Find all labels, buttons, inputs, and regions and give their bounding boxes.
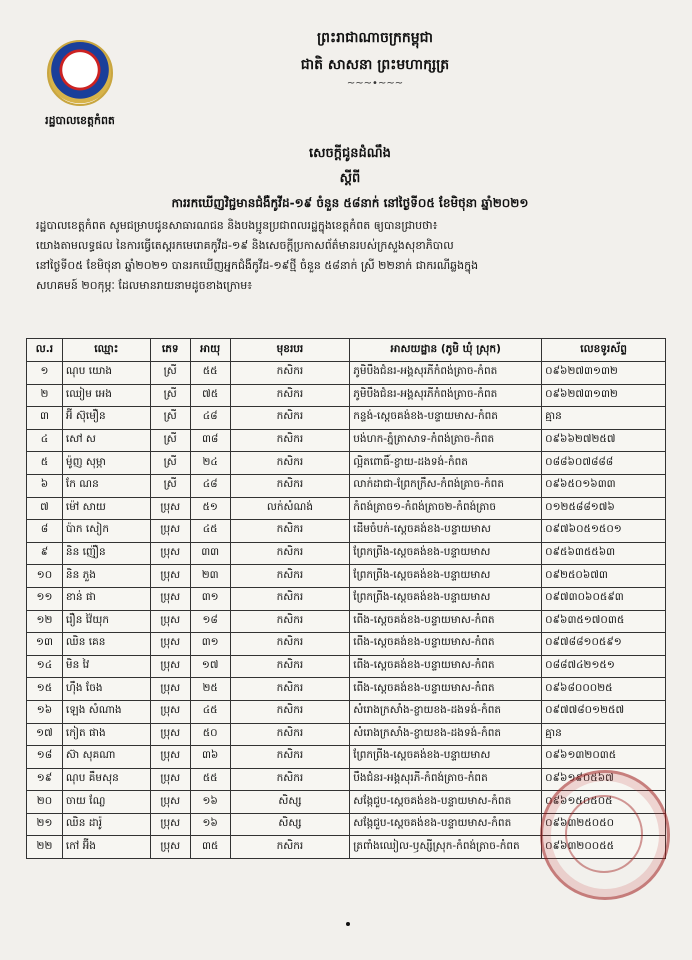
address-cell: ពើង-ស្ដេចគង់ខង-បន្ទាយមាស-កំពត: [350, 655, 542, 678]
age-cell: ១៧: [190, 655, 230, 678]
paragraph-line: យោងតាមលទ្ធផល នៃការធ្វើតេស្តរកមេរោគកូវីដ-១៩ និងសេចក្តីប្រកាសព័ត៌មានរបស់ក្រសួងសុខាភិបាល: [36, 239, 454, 252]
table-row: [27, 678, 666, 701]
row-number-cell: ១៤: [27, 655, 63, 678]
patient-name-cell: កៀត ផាង: [62, 723, 150, 746]
patient-name-cell: ឈៀម អេង: [62, 384, 150, 407]
sex-cell: ស្រី: [150, 362, 190, 385]
sex-cell: ប្រុស: [150, 587, 190, 610]
patient-name-cell: ណុប យោង: [62, 362, 150, 385]
sex-cell: ប្រុស: [150, 791, 190, 814]
patient-name-cell: សៅ ស: [62, 429, 150, 452]
table-row: [27, 565, 666, 588]
address-cell: សំរោងក្រសាំង-ខ្ចាយខង-ដងទង់-កំពត: [350, 723, 542, 746]
sex-cell: ប្រុស: [150, 610, 190, 633]
document-subject: ការរកឃើញវិជ្ជមានជំងឺកូវីដ-១៩ ចំនួន ៥៨នាក់ នៅថ្ងៃទី០៥ ខែមិថុនា ឆ្នាំ២០២១: [171, 196, 529, 210]
phone-number-cell: ០៩៦១៩០៥៦៧: [542, 768, 666, 791]
table-row: [27, 746, 666, 769]
age-cell: ១៦: [190, 813, 230, 836]
provincial-emblem-icon: [47, 40, 113, 106]
patient-name-cell: ចាយ ណែ្ល: [62, 791, 150, 814]
age-cell: ៥០: [190, 723, 230, 746]
address-cell: បង់ហក-ភ្នំត្រាសាទ-កំពង់ត្រាច-កំពត: [350, 429, 542, 452]
sex-cell: ប្រុស: [150, 565, 190, 588]
table-row: [27, 407, 666, 430]
patient-name-cell: ប៉ាក សៀក: [62, 520, 150, 543]
table-row: [27, 633, 666, 656]
paragraph-line: រដ្ឋបាលខេត្តកំពត សូមជម្រាបជូនសាធារណជន និងបងប្អូនប្រជាពលរដ្ឋក្នុងខេត្តកំពត ឲ្យបានជ្រាបថា៖: [36, 219, 438, 232]
age-cell: ២៣: [190, 565, 230, 588]
occupation-cell: កសិករ: [230, 723, 350, 746]
address-cell: សំរោងក្រសាំង-ខ្ចាយខង-ដងទង់-កំពត: [350, 700, 542, 723]
address-cell: ល្អិតពោធិ៍-ខ្ចាយ-ដងទង់-កំពត: [350, 452, 542, 475]
phone-number-cell: ០៩៦៨០០០២៥: [542, 678, 666, 701]
sex-cell: ប្រុស: [150, 497, 190, 520]
table-row: [27, 362, 666, 385]
occupation-cell: កសិករ: [230, 655, 350, 678]
table-row: [27, 474, 666, 497]
seal-inner-ring: [565, 795, 643, 873]
page-marker: [346, 922, 350, 926]
sex-cell: ស្រី: [150, 429, 190, 452]
row-number-cell: ១: [27, 362, 63, 385]
motto-line: ជាតិ សាសនា ព្រះមហាក្សត្រ: [300, 57, 450, 73]
patient-name-cell: អ៊ី ស៊ុមឿន: [62, 407, 150, 430]
column-header: អាសយដ្ឋាន (ភូមិ ឃុំ ស្រុក): [350, 339, 542, 362]
address-cell: ភូមិបឹងជំនរ-អង្គសុរភីកំពង់ត្រាច-កំពត: [350, 362, 542, 385]
age-cell: ១៨: [190, 610, 230, 633]
address-cell: ពើង-ស្ដេចគង់ខង-បន្ទាយមាស-កំពត: [350, 610, 542, 633]
phone-number-cell: គ្មាន: [542, 407, 666, 430]
occupation-cell: កសិករ: [230, 565, 350, 588]
phone-number-cell: ០៩៦១៣២០៣៥: [542, 746, 666, 769]
row-number-cell: ២២: [27, 836, 63, 859]
age-cell: ៣១: [190, 587, 230, 610]
row-number-cell: ១០: [27, 565, 63, 588]
sex-cell: ប្រុស: [150, 678, 190, 701]
document-type: សេចក្តីជូនដំណឹង: [309, 146, 391, 161]
table-row: [27, 610, 666, 633]
occupation-cell: កសិករ: [230, 678, 350, 701]
national-motto: [240, 28, 510, 89]
table-row: [27, 497, 666, 520]
row-number-cell: ១៦: [27, 700, 63, 723]
address-cell: ព្រែកព្រីង-ស្ដេចគង់ខង-បន្ទាយមាស: [350, 746, 542, 769]
age-cell: ៤៥: [190, 520, 230, 543]
phone-number-cell: ០៨៨៧៤២១៥១: [542, 655, 666, 678]
age-cell: ៣៦: [190, 746, 230, 769]
table-row: [27, 723, 666, 746]
patient-name-cell: ឡេង សំណាង: [62, 700, 150, 723]
occupation-cell: កសិករ: [230, 520, 350, 543]
age-cell: ២៥: [190, 678, 230, 701]
sex-cell: ស្រី: [150, 384, 190, 407]
sex-cell: ប្រុស: [150, 836, 190, 859]
address-cell: ព្រែកព្រីង-ស្ដេចគង់ខង-បន្ទាយមាស: [350, 587, 542, 610]
address-cell: សង្កែជួប-ស្ដេចគង់ខង-បន្ទាយមាស-កំពត: [350, 791, 542, 814]
age-cell: ៤៨: [190, 407, 230, 430]
address-cell: ព្រែកព្រីង-ស្ដេចគង់ខង-បន្ទាយមាស: [350, 565, 542, 588]
occupation-cell: សិស្ស: [230, 791, 350, 814]
row-number-cell: ៥: [27, 452, 63, 475]
phone-number-cell: ០៩៥៦៣៥៥៦៣: [542, 542, 666, 565]
phone-number-cell: ០៩២៥០៦៧៣: [542, 565, 666, 588]
patient-name-cell: មិន វៃ: [62, 655, 150, 678]
table-row: [27, 429, 666, 452]
occupation-cell: កសិករ: [230, 768, 350, 791]
column-header: ភេទ: [150, 339, 190, 362]
phone-number-cell: ០៩៧៣០៦០៥៩៣: [542, 587, 666, 610]
phone-number-cell: ០១២៥៨៨១៧៦: [542, 497, 666, 520]
address-cell: ដើមចំបក់-ស្ដេចគង់ខង-បន្ទាយមាស: [350, 520, 542, 543]
row-number-cell: ២: [27, 384, 63, 407]
sex-cell: ប្រុស: [150, 633, 190, 656]
table-row: [27, 452, 666, 475]
patient-name-cell: ម៉ៅ សាយ: [62, 497, 150, 520]
occupation-cell: កសិករ: [230, 474, 350, 497]
occupation-cell: កសិករ: [230, 362, 350, 385]
row-number-cell: ១៩: [27, 768, 63, 791]
official-seal-stamp: [540, 770, 670, 900]
sex-cell: ស្រី: [150, 474, 190, 497]
column-header: អាយុ: [190, 339, 230, 362]
age-cell: ៤៨: [190, 474, 230, 497]
phone-number-cell: ០៩៧៧៨០១២៥៧: [542, 700, 666, 723]
phone-number-cell: ០៩៦៣២៥០៥០: [542, 813, 666, 836]
sex-cell: ប្រុស: [150, 520, 190, 543]
occupation-cell: កសិករ: [230, 452, 350, 475]
patient-name-cell: ម៉ូញ សុម្ភា: [62, 452, 150, 475]
paragraph-line: សហគមន៍ ២០កុម្ភៈ ដែលមានរាយនាមដូចខាងក្រោម៖: [36, 279, 253, 292]
patient-name-cell: និន ញ៉ឿន: [62, 542, 150, 565]
address-cell: កន្ទង់-ស្ដេចគង់ខង-បន្ទាយមាស-កំពត: [350, 407, 542, 430]
age-cell: ៣៨: [190, 429, 230, 452]
sex-cell: ប្រុស: [150, 768, 190, 791]
table-row: [27, 384, 666, 407]
patient-name-cell: ស៊ា សុគណា: [62, 746, 150, 769]
sex-cell: ប្រុស: [150, 813, 190, 836]
patient-name-cell: ហ៊ឹង ចែង: [62, 678, 150, 701]
ornament: ~~~•~~~: [346, 78, 404, 89]
row-number-cell: ១៣: [27, 633, 63, 656]
row-number-cell: ៧: [27, 497, 63, 520]
age-cell: ២៤: [190, 452, 230, 475]
column-header: ឈ្មោះ: [62, 339, 150, 362]
age-cell: ១៦: [190, 791, 230, 814]
patient-name-cell: រឿន វ៉ៃយុក: [62, 610, 150, 633]
patient-name-cell: ខាន់ ផា: [62, 587, 150, 610]
patient-name-cell: ឈិន ដារ៉ូ: [62, 813, 150, 836]
address-cell: ពើង-ស្ដេចគង់ខង-បន្ទាយមាស-កំពត: [350, 633, 542, 656]
age-cell: ៥១: [190, 497, 230, 520]
row-number-cell: ១៨: [27, 746, 63, 769]
row-number-cell: ៣: [27, 407, 63, 430]
row-number-cell: ១៥: [27, 678, 63, 701]
phone-number-cell: ០៩៦២៧៣១៣២: [542, 384, 666, 407]
occupation-cell: កសិករ: [230, 587, 350, 610]
sex-cell: ប្រុស: [150, 700, 190, 723]
occupation-cell: កសិករ: [230, 542, 350, 565]
sex-cell: ប្រុស: [150, 723, 190, 746]
phone-number-cell: ០៩៦៥០១៦៣៣: [542, 474, 666, 497]
phone-number-cell: ០៩៦៣២០០៥៥: [542, 836, 666, 859]
patient-name-cell: ណុប គឹមសុន: [62, 768, 150, 791]
sex-cell: ស្រី: [150, 407, 190, 430]
sex-cell: ប្រុស: [150, 655, 190, 678]
occupation-cell: កសិករ: [230, 746, 350, 769]
column-header: ល.រ: [27, 339, 63, 362]
phone-number-cell: ០៩៧៨៨១០៥៩១: [542, 633, 666, 656]
address-cell: សង្កែជួប-ស្ដេចគង់ខង-បន្ទាយមាស-កំពត: [350, 813, 542, 836]
sex-cell: ប្រុស: [150, 542, 190, 565]
age-cell: ៥៥: [190, 362, 230, 385]
table-header-row: [27, 339, 666, 362]
row-number-cell: ៤: [27, 429, 63, 452]
table-row: [27, 542, 666, 565]
address-cell: កំពង់ត្រាច១-កំពង់ត្រាច២-កំពង់ត្រាច: [350, 497, 542, 520]
row-number-cell: ៨: [27, 520, 63, 543]
intro-paragraph: [36, 216, 656, 296]
phone-number-cell: ០៩៦១៥០៥០៥: [542, 791, 666, 814]
occupation-cell: កសិករ: [230, 407, 350, 430]
age-cell: ៣១: [190, 633, 230, 656]
phone-number-cell: ០៨៨៦០៧៨៨៨: [542, 452, 666, 475]
row-number-cell: ១២: [27, 610, 63, 633]
patient-name-cell: កៅ អ៊ីង: [62, 836, 150, 859]
patient-name-cell: កែ ណន: [62, 474, 150, 497]
age-cell: ៤៥: [190, 700, 230, 723]
age-cell: ៣៣: [190, 542, 230, 565]
row-number-cell: ៦: [27, 474, 63, 497]
phone-number-cell: គ្មាន: [542, 723, 666, 746]
address-cell: ព្រែកព្រីង-ស្ដេចគង់ខង-បន្ទាយមាស: [350, 542, 542, 565]
age-cell: ៧៥: [190, 384, 230, 407]
sex-cell: ប្រុស: [150, 746, 190, 769]
phone-number-cell: ០៩៧៦០៥១៥០១: [542, 520, 666, 543]
kingdom-line: ព្រះរាជាណាចក្រកម្ពុជា: [316, 30, 433, 46]
age-cell: ៥៥: [190, 768, 230, 791]
phone-number-cell: ០៩៦៣៥១៧០៣៥: [542, 610, 666, 633]
row-number-cell: ៩: [27, 542, 63, 565]
occupation-cell: កសិករ: [230, 700, 350, 723]
org-logo-block: [28, 40, 132, 130]
patient-name-cell: ឈិន គេន: [62, 633, 150, 656]
row-number-cell: ១៧: [27, 723, 63, 746]
address-cell: ពើង-ស្ដេចគង់ខង-បន្ទាយមាស-កំពត: [350, 678, 542, 701]
occupation-cell: លក់សំណង់: [230, 497, 350, 520]
subject-label: ស្តីពី: [339, 171, 361, 186]
address-cell: លាក់ដាជា-ព្រែកក្រឹស-កំពង់ត្រាច-កំពត: [350, 474, 542, 497]
column-header: មុខរបរ: [230, 339, 350, 362]
phone-number-cell: ០៩៦២៧៣១៣២: [542, 362, 666, 385]
column-header: លេខទូរស័ព្ទ: [542, 339, 666, 362]
address-cell: ភូមិបឹងជំនរ-អង្គសុរភីកំពង់ត្រាច-កំពត: [350, 384, 542, 407]
sex-cell: ស្រី: [150, 452, 190, 475]
title-block: [50, 145, 650, 213]
occupation-cell: កសិករ: [230, 633, 350, 656]
patient-name-cell: និន ភួង: [62, 565, 150, 588]
occupation-cell: កសិករ: [230, 610, 350, 633]
table-row: [27, 700, 666, 723]
address-cell: បឹងជំនរ-អង្គសុរភី-កំពង់ត្រាច-កំពត: [350, 768, 542, 791]
org-name: រដ្ឋបាលខេត្តកំពត: [45, 114, 115, 127]
address-cell: ត្រពាំងឈៀល-ឫស្សីស្រុក-កំពង់ត្រាច-កំពត: [350, 836, 542, 859]
occupation-cell: សិស្ស: [230, 813, 350, 836]
paragraph-line: នៅថ្ងៃទី០៥ ខែមិថុនា ឆ្នាំ២០២១ បានរកឃើញអ្នកជំងឺកូវីដ-១៩ថ្មី ចំនួន ៥៨នាក់ ស្រី ២២នាក់ ជាករណីឆ្លងក្នុង: [36, 259, 479, 272]
table-row: [27, 587, 666, 610]
occupation-cell: កសិករ: [230, 836, 350, 859]
phone-number-cell: ០៩៦៦២៧២៥៧: [542, 429, 666, 452]
row-number-cell: ១១: [27, 587, 63, 610]
age-cell: ៣៥: [190, 836, 230, 859]
table-row: [27, 520, 666, 543]
occupation-cell: កសិករ: [230, 384, 350, 407]
table-row: [27, 655, 666, 678]
occupation-cell: កសិករ: [230, 429, 350, 452]
row-number-cell: ២១: [27, 813, 63, 836]
row-number-cell: ២០: [27, 791, 63, 814]
